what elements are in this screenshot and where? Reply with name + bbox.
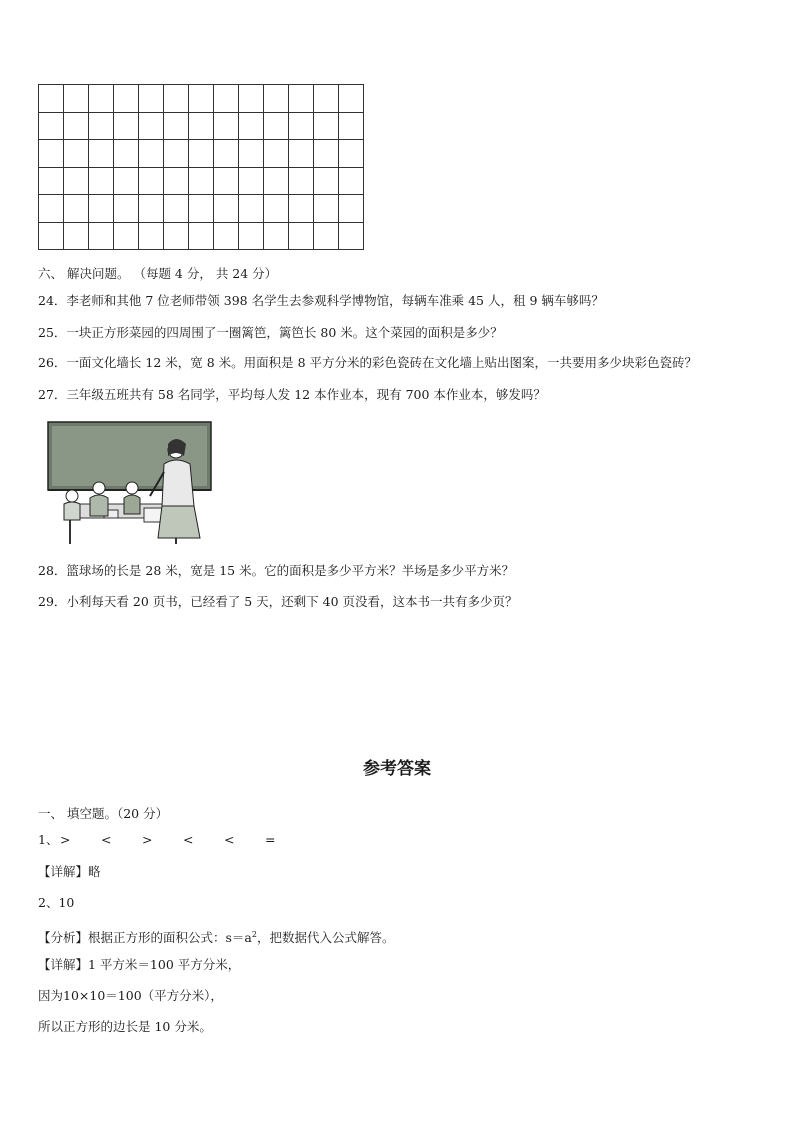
grid-cell [164,195,189,223]
grid-cell [289,112,314,140]
grid-cell [64,112,89,140]
grid-cell [264,167,289,195]
grid-cell [164,167,189,195]
section-6-heading: 六、 解决问题。 （每题 4 分， 共 24 分） [38,266,278,281]
grid-cell [289,195,314,223]
grid-cell [339,195,364,223]
answers-title: 参考答案 [363,759,431,779]
grid-cell [114,167,139,195]
grid-cell [289,85,314,113]
grid-cell [289,222,314,250]
grid-cell [314,222,339,250]
grid-cell [164,222,189,250]
answer-1-op: < [183,832,194,847]
answer-2-step-1: 因为10×10＝100（平方分米）， [38,988,223,1003]
grid-cell [289,140,314,168]
grid-cell [89,140,114,168]
answer-1 [38,832,306,848]
grid-cell [39,195,64,223]
grid-cell [214,140,239,168]
question-24: 24．李老师和其他 7 位老师带领 398 名学生去参观科学博物馆，每辆车准乘 45 人，租 9 辆车够吗？ [38,293,604,308]
grid-cell [339,112,364,140]
grid-cell [89,167,114,195]
grid-cell [189,195,214,223]
grid-cell [339,140,364,168]
grid-cell [264,195,289,223]
grid-cell [39,140,64,168]
grid-cell [339,167,364,195]
answer-1-detail: 【详解】略 [38,864,101,879]
question-25: 25．一块正方形菜园的四周围了一圈篱笆，篱笆长 80 米。这个菜园的面积是多少？ [38,325,503,340]
grid-cell [239,195,264,223]
grid-cell [264,140,289,168]
grid-cell [64,167,89,195]
grid-cell [314,140,339,168]
grid-cell [239,222,264,250]
answer-2-step-2: 所以正方形的边长是 10 分米。 [38,1019,212,1034]
grid-cell [214,112,239,140]
grid-cell [89,222,114,250]
grid-cell [64,195,89,223]
grid-cell [139,167,164,195]
question-26: 26．一面文化墙长 12 米，宽 8 米。用面积是 8 平方分米的彩色瓷砖在文化墙上贴出图案，一共要用多少块彩色瓷砖？ [38,355,698,370]
grid-cell [39,167,64,195]
answer-1-op: > [142,832,153,847]
grid-cell [164,112,189,140]
grid-cell [314,195,339,223]
grid-cell [89,195,114,223]
grid-cell [164,85,189,113]
grid-cell [114,222,139,250]
grid-cell [114,195,139,223]
grid-cell [289,167,314,195]
grid-cell [189,222,214,250]
grid-cell [39,222,64,250]
grid-cell [139,222,164,250]
answer-2-analysis: 【分析】根据正方形的面积公式：$s=a^2$，把数据代入公式解答。 [38,930,395,946]
grid-cell [64,85,89,113]
grid-cell [139,140,164,168]
grid-cell [164,140,189,168]
grid-cell [214,85,239,113]
grid-cell [314,85,339,113]
question-28: 28．篮球场的长是 28 米，宽是 15 米。它的面积是多少平方米？半场是多少平方米？ [38,563,515,578]
grid-cell [89,112,114,140]
grid-cell [239,167,264,195]
answer-1-op: < [101,832,112,847]
answer-1-op: = [265,832,276,847]
grid-cell [239,112,264,140]
grid-cell [139,195,164,223]
answer-1-op: > [60,832,71,847]
grid-cell [264,112,289,140]
grid-cell [114,140,139,168]
grid-cell [214,195,239,223]
grid-cell [214,222,239,250]
grid-cell [89,85,114,113]
grid-cell [314,167,339,195]
grid-cell [189,85,214,113]
grid-cell [264,222,289,250]
answer-2-detail: 【详解】1 平方米＝100 平方分米， [38,957,241,972]
answer-2-label: 2、10 [38,895,75,910]
grid-cell [189,140,214,168]
grid-cell [239,85,264,113]
grid-cell [139,85,164,113]
grid-cell [339,222,364,250]
grid-cell [139,112,164,140]
answer-1-op: < [224,832,235,847]
grid-cell [239,140,264,168]
grid-cell [264,85,289,113]
answer-grid [38,84,364,250]
grid-cell [39,112,64,140]
grid-cell [339,85,364,113]
grid-cell [64,140,89,168]
grid-cell [189,167,214,195]
grid-cell [214,167,239,195]
grid-cell [114,112,139,140]
question-27: 27．三年级五班共有 58 名同学，平均每人发 12 本作业本，现有 700 本作业本，够发吗？ [38,387,546,402]
grid-cell [314,112,339,140]
answers-section-1-heading: 一、 填空题。（20 分） [38,806,169,821]
grid-cell [39,85,64,113]
question-29: 29．小利每天看 20 页书，已经看了 5 天，还剩下 40 页没看，这本书一共有多少页？ [38,594,518,609]
grid-cell [64,222,89,250]
answer-1-label: 1、 [38,832,59,847]
grid-cell [189,112,214,140]
grid-cell [114,85,139,113]
classroom-illustration [44,420,214,548]
